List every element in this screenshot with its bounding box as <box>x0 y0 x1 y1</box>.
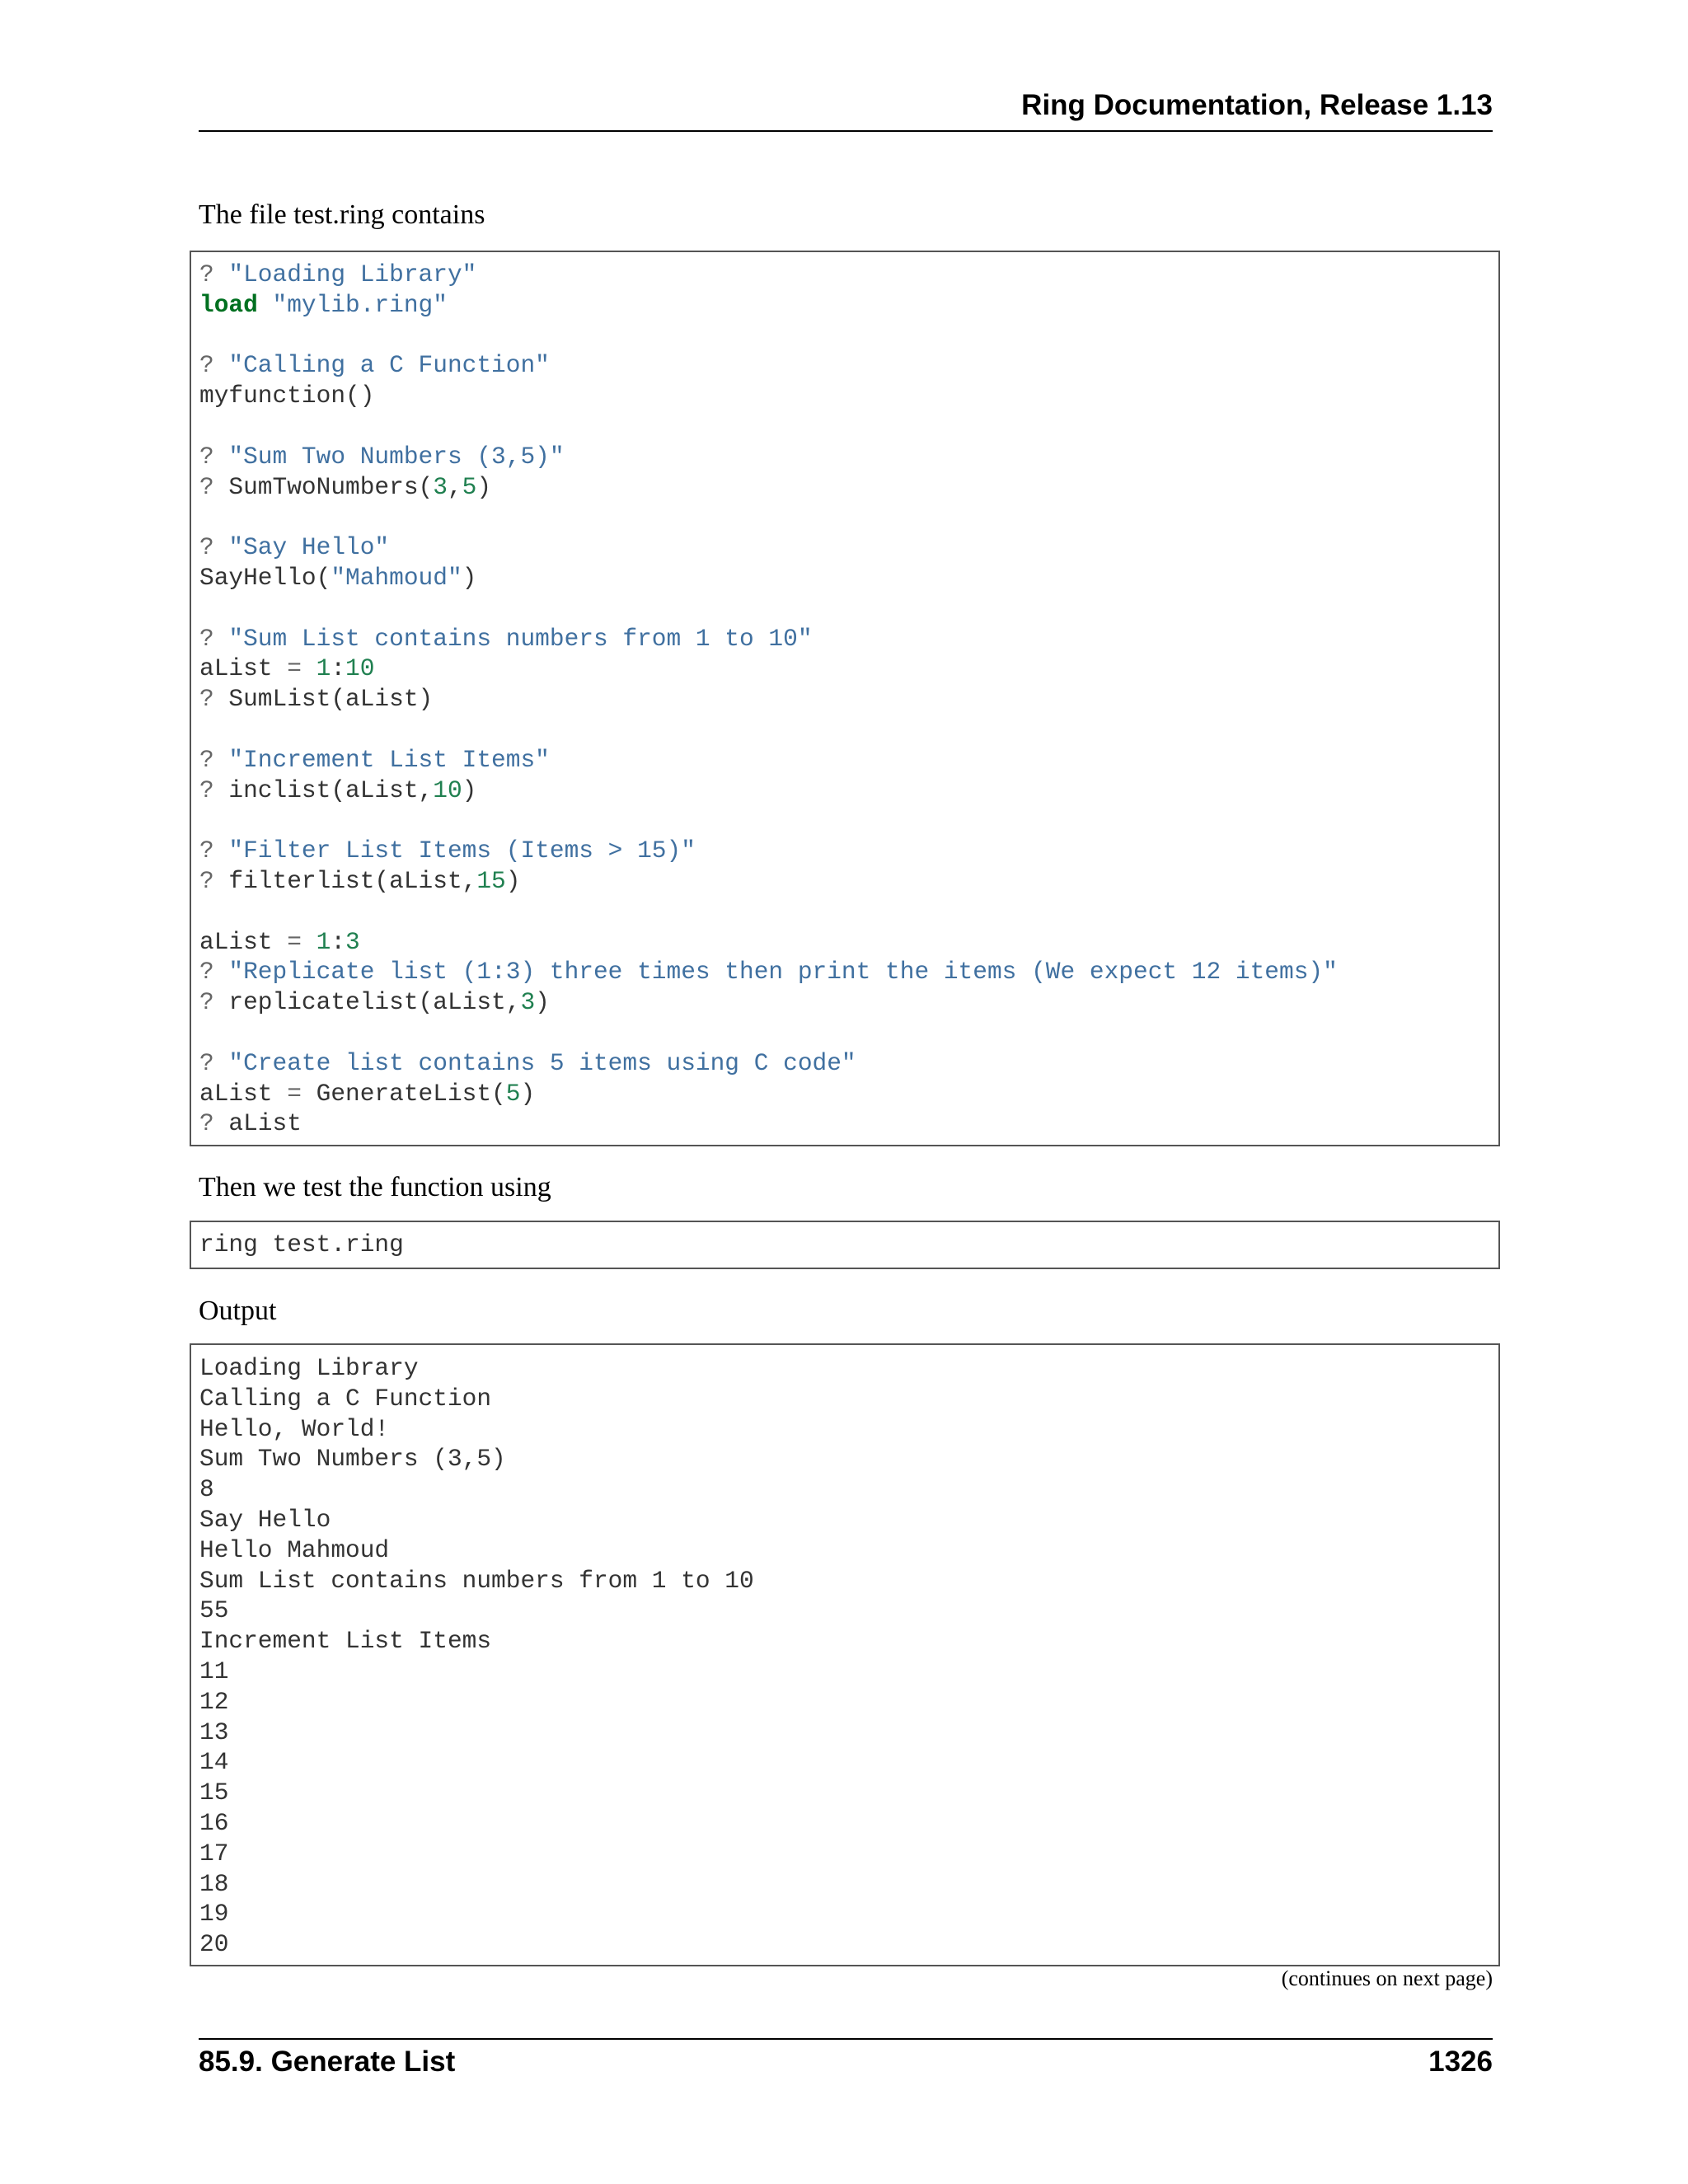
code-token: ) <box>476 472 492 501</box>
code-token: ? <box>199 472 229 501</box>
code-token <box>258 291 273 319</box>
output-line: 17 <box>199 1839 229 1868</box>
code-token: 3 <box>433 472 448 501</box>
code-token: "Filter List Items (Items > 15)" <box>228 837 696 865</box>
code-line <box>199 927 1498 958</box>
output-line: 55 <box>199 1596 229 1625</box>
footer-section-title: 85.9. Generate List <box>199 2046 456 2078</box>
code-token: "Mahmoud" <box>331 563 462 592</box>
code-token: ? <box>199 260 229 288</box>
continues-note: (continues on next page) <box>1281 1966 1493 1990</box>
code-token: aList <box>199 927 288 956</box>
code-token: SayHello( <box>199 563 331 592</box>
code-line <box>199 684 1498 715</box>
output-label: Output <box>199 1296 277 1326</box>
code-token: ) <box>535 988 550 1017</box>
code-line <box>199 715 1498 745</box>
code-line <box>199 260 1498 290</box>
code-token: = <box>287 1079 302 1108</box>
code-line <box>199 897 1498 927</box>
code-token: ) <box>520 1079 536 1108</box>
code-line <box>199 987 1498 1018</box>
code-token: ? <box>199 1048 229 1077</box>
code-token: "Sum List contains numbers from 1 to 10" <box>228 624 813 653</box>
code-token: "Say Hello" <box>228 533 390 562</box>
output-line: 19 <box>199 1900 229 1929</box>
output-line: Say Hello <box>199 1505 331 1534</box>
code-token: 5 <box>505 1079 521 1108</box>
test-ring-code <box>191 252 1498 1139</box>
code-token: "Calling a C Function" <box>228 351 550 380</box>
code-token: myfunction() <box>199 382 375 410</box>
output-line: Sum List contains numbers from 1 to 10 <box>199 1566 754 1595</box>
output-line: 15 <box>199 1779 229 1807</box>
footer-divider <box>199 2038 1493 2040</box>
code-token: : <box>331 654 346 683</box>
code-token: ? <box>199 624 229 653</box>
output-line: Hello, World! <box>199 1414 390 1443</box>
code-token: ? <box>199 776 229 804</box>
output-line: 13 <box>199 1718 229 1746</box>
code-token: aList <box>199 654 288 683</box>
code-token <box>302 928 316 956</box>
code-line <box>199 290 1498 321</box>
code-line <box>199 532 1498 563</box>
code-line <box>199 1018 1498 1048</box>
code-token: : <box>331 927 346 956</box>
code-line <box>199 381 1498 411</box>
code-token: ? <box>199 1109 229 1138</box>
command-code-block <box>190 1221 1500 1269</box>
code-line <box>199 321 1498 351</box>
code-line <box>199 836 1498 866</box>
code-line <box>199 411 1498 442</box>
code-line <box>199 866 1498 897</box>
code-token: "Create list contains 5 items using C code" <box>228 1048 856 1077</box>
code-line <box>199 624 1498 654</box>
code-token: = <box>287 654 302 683</box>
code-line <box>199 502 1498 532</box>
code-token: 5 <box>462 472 477 501</box>
intro-paragraph: The file test.ring contains <box>199 199 485 230</box>
code-token: inclist(aList, <box>228 776 434 804</box>
code-token: 3 <box>345 927 360 956</box>
code-token: ) <box>462 776 477 804</box>
code-token: ? <box>199 837 229 865</box>
code-token: ? <box>199 745 229 774</box>
output-text <box>191 1345 1498 1960</box>
code-token: filterlist(aList, <box>228 866 477 895</box>
code-line <box>199 350 1498 381</box>
output-line: 20 <box>199 1930 229 1959</box>
output-line: Sum Two Numbers (3,5) <box>199 1445 506 1474</box>
code-token: 10 <box>345 654 375 683</box>
page-header-title: Ring Documentation, Release 1.13 <box>1021 89 1493 121</box>
output-code-block <box>190 1343 1500 1966</box>
code-token: load <box>199 290 258 319</box>
output-line: 16 <box>199 1808 229 1837</box>
code-token: ? <box>199 958 229 987</box>
code-token: ) <box>462 563 477 592</box>
code-token: "Loading Library" <box>228 260 477 288</box>
code-token: "Sum Two Numbers (3,5)" <box>228 442 565 471</box>
code-token: ? <box>199 533 229 562</box>
code-line <box>199 563 1498 593</box>
code-line <box>199 745 1498 776</box>
output-line: Calling a C Function <box>199 1384 492 1413</box>
code-line <box>199 593 1498 624</box>
code-token: ? <box>199 351 229 380</box>
footer-page-number: 1326 <box>1428 2046 1493 2078</box>
output-line: 12 <box>199 1687 229 1716</box>
code-token: ? <box>199 685 229 714</box>
code-token: aList <box>228 1109 302 1138</box>
code-token: SumTwoNumbers( <box>228 472 434 501</box>
code-line <box>199 957 1498 987</box>
command-text: ring test.ring <box>199 1230 404 1258</box>
test-ring-code-block <box>190 251 1500 1146</box>
code-token: , <box>447 472 462 501</box>
code-token: "mylib.ring" <box>272 290 448 319</box>
output-line: 18 <box>199 1869 229 1898</box>
code-token: 1 <box>316 654 331 683</box>
code-token: 3 <box>520 988 536 1017</box>
code-token: 15 <box>476 866 506 895</box>
code-token: ? <box>199 442 229 471</box>
code-token <box>302 654 316 682</box>
code-line <box>199 1079 1498 1109</box>
code-token: = <box>287 927 302 956</box>
code-line <box>199 776 1498 806</box>
header-divider <box>199 130 1493 132</box>
code-line <box>199 442 1498 472</box>
output-line: 8 <box>199 1475 214 1504</box>
code-token: 10 <box>433 776 462 804</box>
code-line <box>199 1108 1498 1139</box>
code-token: GenerateList( <box>301 1079 506 1108</box>
code-line <box>199 805 1498 836</box>
code-token: ) <box>505 866 521 895</box>
code-token: "Increment List Items" <box>228 745 550 774</box>
code-token: ? <box>199 988 229 1017</box>
code-token: "Replicate list (1:3) three times then print the items (We expect 12 items)" <box>228 958 1338 987</box>
output-line: Hello Mahmoud <box>199 1535 390 1564</box>
code-line <box>199 1048 1498 1079</box>
code-line <box>199 472 1498 503</box>
code-token: ? <box>199 866 229 895</box>
code-token: SumList(aList) <box>228 685 434 714</box>
code-line <box>199 654 1498 684</box>
output-line: 14 <box>199 1748 229 1777</box>
then-paragraph: Then we test the function using <box>199 1172 551 1202</box>
code-token: aList <box>199 1079 288 1108</box>
output-line: 11 <box>199 1657 229 1685</box>
output-line: Increment List Items <box>199 1627 492 1656</box>
code-token: 1 <box>316 927 331 956</box>
output-line: Loading Library <box>199 1354 419 1382</box>
code-token: replicatelist(aList, <box>228 988 521 1017</box>
